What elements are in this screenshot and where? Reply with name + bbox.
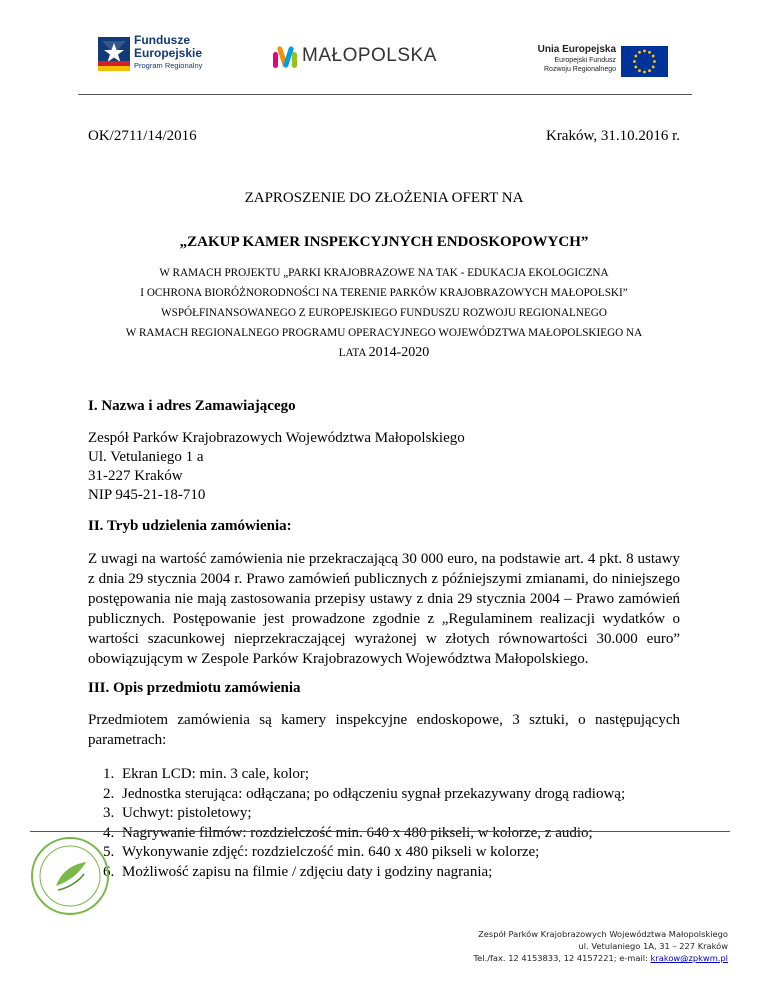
malopolska-m-icon	[272, 44, 298, 70]
list-item: 1. Ekran LCD: min. 3 cale, kolor;	[118, 765, 680, 785]
procedure-paragraph: Z uwagi na wartość zamówienia nie przekraczającą 30 000 euro, na podstawie art. 4 pkt. 8 ustawy z dnia 29 stycznia 2004 r. Prawo zamówień publicznych z późniejszymi zmianami, do niniejszego postępowania nie mają zastosowania przepisy ustawy z dnia 29 stycznia 2004 – Prawo zamówień publicznych. Postępowanie jest prowadzone zgodnie z „Regulaminem realizacji wydatków o wartości szacunkowej nieprzekraczającej wyrażonej w złotych równowartości 30.000 euro” obowiązującym w Zespole Parków Krajobrazowych Województwa Małopolskiego.	[88, 551, 680, 667]
footer-contact	[474, 928, 728, 964]
ue-logo-text	[519, 44, 616, 74]
section-heading-ordering-party: I. Nazwa i adres Zamawiającego	[88, 398, 296, 414]
list-item: 3. Uchwyt: pistoletowy;	[118, 804, 680, 824]
footer-phone-line	[474, 952, 728, 964]
project-line-last	[88, 343, 680, 363]
footer-address: ul. Vetulaniego 1A, 31 – 227 Kraków	[578, 941, 728, 951]
footer-org-name: Zespół Parków Krajobrazowych Województwa Małopolskiego	[478, 929, 728, 939]
unia-europejska-logo	[519, 44, 669, 84]
letterhead	[0, 0, 768, 95]
fe-logo-text	[134, 34, 202, 71]
project-years-prefix: LATA	[338, 347, 366, 359]
fe-logo-line1: Fundusze	[134, 33, 190, 47]
reference-number: OK/2711/14/2016	[88, 128, 197, 144]
project-line: I OCHRONA BIORÓŻNORODNOŚCI NA TERENIE PARKÓW KRAJOBRAZOWYCH MAŁOPOLSKI”	[140, 287, 628, 299]
project-line: W RAMACH REGIONALNEGO PROGRAMU OPERACYJNEGO WOJEWÓDZTWA MAŁOPOLSKIEGO NA	[125, 327, 643, 339]
parameters-list	[88, 765, 680, 882]
ue-logo-line3: Rozwoju Regionalnego	[544, 66, 616, 73]
project-line: WSPÓŁFINANSOWANEGO Z EUROPEJSKIEGO FUNDUSZU ROZWOJU REGIONALNEGO	[161, 307, 607, 319]
zpk-seal-icon	[28, 834, 112, 918]
eu-flag-icon	[621, 46, 668, 77]
list-item: 5. Wykonywanie zdjęć: rozdzielczość min. 640 x 480 pikseli w kolorze;	[118, 843, 680, 863]
project-line: W RAMACH PROJEKTU „PARKI KRAJOBRAZOWE NA TAK - EDUKACJA EKOLOGICZNA	[159, 267, 609, 279]
reference-row	[88, 128, 680, 150]
document-title: ZAPROSZENIE DO ZŁOŻENIA OFERT NA	[244, 190, 524, 206]
address-line: 31-227 Kraków	[88, 468, 183, 484]
project-description	[88, 263, 680, 363]
list-item: 2. Jednostka sterująca: odłączana; po odłączeniu sygnał przekazywany drogą radiową;	[118, 785, 680, 805]
malopolska-logo-text: MAŁOPOLSKA	[302, 45, 437, 66]
document-date: Kraków, 31.10.2016 r.	[545, 128, 680, 144]
eu-funds-star-icon	[98, 37, 130, 71]
address-line: Ul. Vetulaniego 1 a	[88, 449, 204, 465]
footer-divider	[30, 831, 730, 832]
address-line: Zespół Parków Krajobrazowych Województwa Małopolskiego	[88, 430, 465, 446]
footer-email-link[interactable]: krakow@zpkwm.pl	[650, 953, 728, 963]
project-years: 2014-2020	[368, 345, 430, 360]
subject-intro: Przedmiotem zamówienia są kamery inspekcyjne endoskopowe, 3 sztuki, o następujących parametrach:	[88, 712, 680, 748]
document-body	[88, 128, 680, 882]
malopolska-logo	[272, 44, 472, 72]
ordering-party-address	[88, 429, 680, 505]
ue-logo-line1: Unia Europejska	[537, 44, 616, 55]
list-item: 6. Możliwość zapisu na filmie / zdjęciu daty i godziny nagrania;	[118, 863, 680, 883]
fe-logo-line3: Program Regionalny	[134, 61, 203, 70]
header-divider	[78, 94, 692, 95]
list-item: 4. Nagrywanie filmów: rozdzielczość min. 640 x 480 pikseli, w kolorze, z audio;	[118, 824, 680, 844]
fundusze-europejskie-logo	[98, 34, 248, 82]
document-subject: „ZAKUP KAMER INSPEKCYJNYCH ENDOSKOPOWYCH”	[179, 234, 589, 250]
section-heading-procedure: II. Tryb udzielenia zamówienia:	[88, 518, 292, 534]
ue-logo-line2: Europejski Fundusz	[554, 57, 616, 64]
footer-phone: Tel./fax. 12 4153833, 12 4157221; e-mail:	[473, 953, 651, 963]
section-heading-subject: III. Opis przedmiotu zamówienia	[88, 680, 301, 696]
fe-logo-line2: Europejskie	[134, 46, 203, 60]
address-line: NIP 945-21-18-710	[88, 487, 206, 503]
